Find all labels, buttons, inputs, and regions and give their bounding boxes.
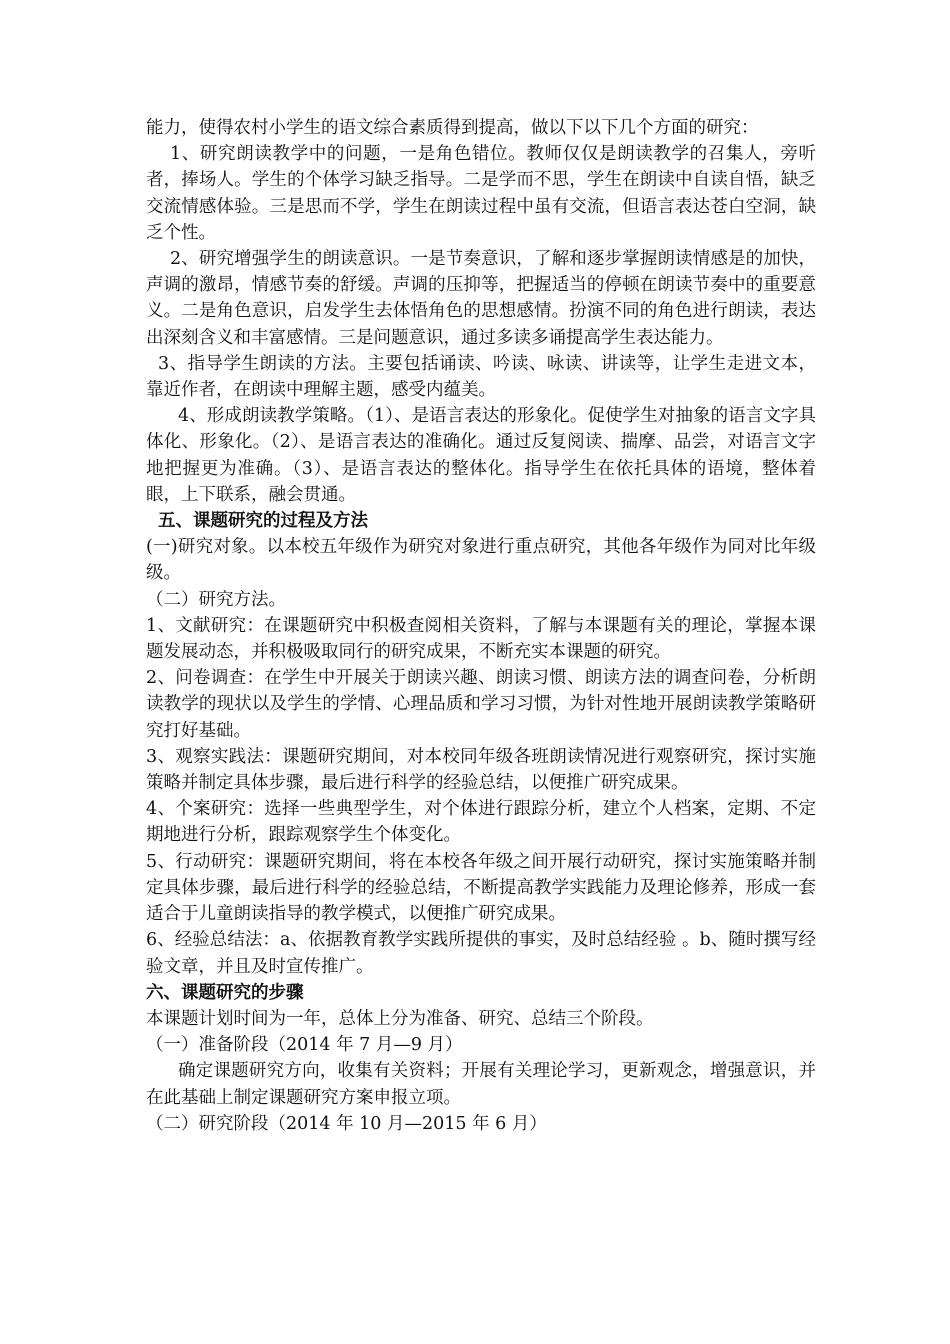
paragraph-item-4: 4、形成朗读教学策略。（1）、是语言表达的形象化。促使学生对抽象的语言文字具体化、形象化。（2）、是语言表达的准确化。通过反复阅读、揣摩、品尝，对语言文字地把握更为准确。（3）、是语言表达的整体化。指导学生在依托具体的语境，整体着眼，上下联系，融会贯通。 — [146, 406, 816, 505]
paragraph-research-method-heading: （二）研究方法。 — [146, 589, 286, 610]
section-heading-5: 五、课题研究的过程及方法 — [158, 511, 368, 532]
paragraph-plan: 本课题计划时间为一年，总体上分为准备、研究、总结三个阶段。 — [146, 1008, 654, 1029]
paragraph-method-5: 5、行动研究：课题研究期间，将在本校各年级之间开展行动研究，探讨实施策略并制定具体步骤，最后进行科学的经验总结，不断提高教学实践能力及理论修养，形成一套适合于儿童朗读指导的教学模式，以便推广研究成果。 — [146, 851, 816, 925]
paragraph-stage-1-heading: （一）准备阶段（2014 年 7 月—9 月） — [146, 1035, 463, 1056]
paragraph-item-1: 1、研究朗读教学中的问题，一是角色错位。教师仅仅是朗读教学的召集人，旁听者，捧场人。学生的个体学习缺乏指导。二是学而不思，学生在朗读中自读自悟，缺乏交流情感体验。三是思而不学，学生在朗读过程中虽有交流，但语言表达苍白空洞，缺乏个性。 — [146, 144, 816, 243]
paragraph-research-object: (一)研究对象。以本校五年级作为研究对象进行重点研究，其他各年级作为同对比年级级。 — [146, 537, 816, 584]
document-page — [146, 115, 816, 1137]
section-heading-6: 六、课题研究的步骤 — [146, 982, 304, 1003]
paragraph-method-1: 1、文献研究：在课题研究中积极查阅相关资料，了解与本课题有关的理论，掌握本课题发展动态，并积极吸取同行的研究成果，不断充实本课题的研究。 — [146, 615, 816, 663]
paragraph-method-4: 4、个案研究：选择一些典型学生，对个体进行跟踪分析，建立个人档案，定期、不定期地进行分析，跟踪观察学生个体变化。 — [146, 799, 816, 846]
paragraph-stage-1-body: 确定课题研究方向，收集有关资料；开展有关理论学习，更新观念，增强意识，并在此基础上制定课题研究方案申报立项。 — [146, 1061, 816, 1108]
paragraph-item-3: 3、指导学生朗读的方法。主要包括诵读、吟读、咏读、讲读等，让学生走进文本，靠近作者，在朗读中理解主题，感受内蕴美。 — [146, 353, 816, 401]
paragraph-intro: 能力，使得农村小学生的语文综合素质得到提高，做以下以下几个方面的研究： — [146, 118, 759, 138]
paragraph-method-6: 6、经验总结法：a、依据教育教学实践所提供的事实，及时总结经验 。b、随时撰写经验文章，并且及时宣传推广。 — [146, 930, 816, 977]
paragraph-method-3: 3、观察实践法：课题研究期间，对本校同年级各班朗读情况进行观察研究，探讨实施策略并制定具体步骤，最后进行科学的经验总结，以便推广研究成果。 — [146, 746, 816, 794]
paragraph-method-2: 2、问卷调查：在学生中开展关于朗读兴趣、朗读习惯、朗读方法的调查问卷，分析朗读教学的现状以及学生的学情、心理品质和学习习惯，为针对性地开展朗读教学策略研究打好基础。 — [146, 668, 816, 741]
paragraph-item-2: 2、研究增强学生的朗读意识。一是节奏意识，了解和逐步掌握朗读情感是的加快，声调的激昂，情感节奏的舒缓。声调的压抑等，把握适当的停顿在朗读节奏中的重要意义。二是角色意识，启发学生去体悟角色的思想感情。扮演不同的角色进行朗读，表达出深刻含义和丰富感情。三是问题意识，通过多读多诵提高学生表达能力。 — [146, 249, 816, 348]
paragraph-stage-2-heading: （二）研究阶段（2014 年 10 月—2015 年 6 月） — [146, 1113, 547, 1134]
